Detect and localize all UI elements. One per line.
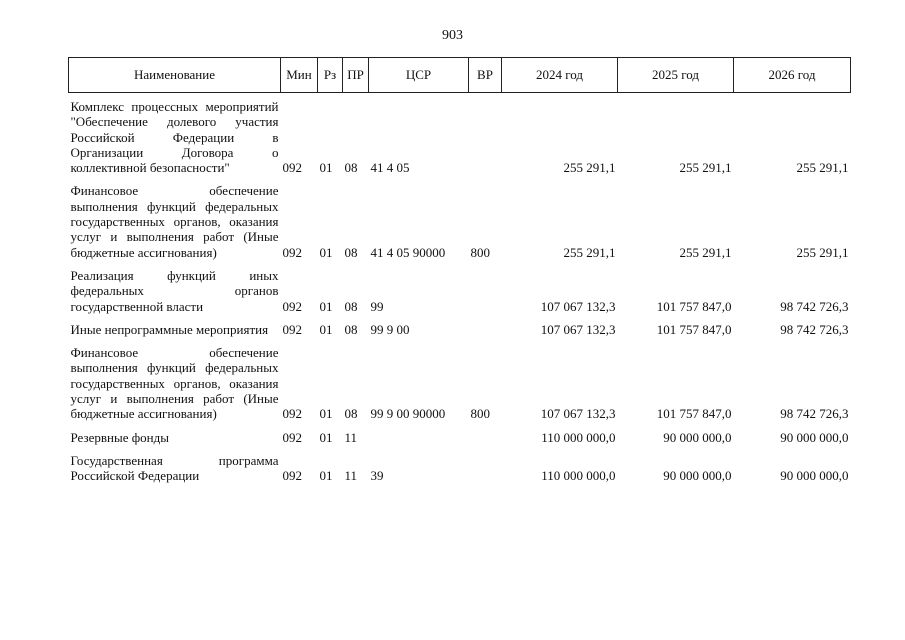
row-2026: 255 291,1 — [796, 244, 849, 260]
row-2024: 107 067 132,3 — [540, 406, 616, 422]
row-min: 092 — [282, 244, 302, 260]
row-rz: 01 — [319, 429, 333, 445]
row-name: Иные непрограммные мероприятия — [70, 321, 269, 337]
row-rz: 01 — [319, 406, 333, 422]
row-rz: 01 — [319, 298, 333, 314]
row-name: Финансовое обеспечение выполнения функций федеральных государственных органов, оказания услуг и выполнения работ (Иные бюджетные ассигнования) — [70, 183, 279, 260]
row-rz: 01 — [319, 321, 333, 337]
row-csr — [369, 424, 469, 447]
row-2025: 90 000 000,0 — [663, 468, 732, 484]
table-row — [69, 424, 851, 447]
table-row — [69, 177, 851, 261]
row-2026: 98 742 726,3 — [780, 321, 849, 337]
col-header-min: Мин — [281, 58, 318, 93]
row-pr: 08 — [344, 321, 358, 337]
row-vr — [469, 447, 502, 486]
row-2024: 255 291,1 — [563, 160, 616, 176]
row-rz: 01 — [319, 160, 333, 176]
row-2024: 110 000 000,0 — [541, 468, 616, 484]
row-name: Резервные фонды — [70, 429, 169, 445]
row-2026: 90 000 000,0 — [780, 429, 849, 445]
table-row — [69, 93, 851, 178]
row-csr: 41 4 05 90000 — [370, 244, 446, 260]
row-2026: 98 742 726,3 — [780, 298, 849, 314]
row-vr: 800 — [470, 244, 490, 260]
row-vr — [469, 316, 502, 339]
page-number: 903 — [442, 28, 463, 43]
budget-table — [68, 57, 851, 486]
row-name: Комплекс процессных мероприятий "Обеспечение долевого участия Российской Федерации в Организации Договора о коллективной безопасности" — [70, 99, 279, 176]
row-2026: 255 291,1 — [796, 160, 849, 176]
row-vr — [469, 93, 502, 178]
row-csr: 39 — [370, 468, 384, 484]
row-2024: 255 291,1 — [563, 244, 616, 260]
row-rz: 01 — [319, 468, 333, 484]
row-2025: 101 757 847,0 — [656, 321, 732, 337]
row-2025: 255 291,1 — [679, 244, 732, 260]
row-pr: 11 — [344, 468, 358, 484]
table-row — [69, 339, 851, 423]
row-vr: 800 — [470, 406, 490, 422]
row-2025: 90 000 000,0 — [663, 429, 732, 445]
row-2026: 90 000 000,0 — [780, 468, 849, 484]
row-min: 092 — [282, 429, 302, 445]
row-csr: 99 9 00 90000 — [370, 406, 446, 422]
row-pr: 08 — [344, 160, 358, 176]
col-header-2024: 2024 год — [502, 58, 618, 93]
table-row — [69, 262, 851, 316]
row-pr: 08 — [344, 406, 358, 422]
col-header-rz: Рз — [318, 58, 343, 93]
row-csr: 41 4 05 — [370, 160, 410, 176]
row-pr: 11 — [344, 429, 358, 445]
col-header-pr: ПР — [343, 58, 369, 93]
row-vr — [469, 262, 502, 316]
row-csr: 99 9 00 — [370, 321, 410, 337]
row-2026: 98 742 726,3 — [780, 406, 849, 422]
row-min: 092 — [282, 321, 302, 337]
col-header-2026: 2026 год — [734, 58, 851, 93]
row-2024: 107 067 132,3 — [540, 321, 616, 337]
row-min: 092 — [282, 468, 302, 484]
row-pr: 08 — [344, 244, 358, 260]
header-row — [69, 58, 851, 93]
row-min: 092 — [282, 298, 302, 314]
row-2025: 255 291,1 — [679, 160, 732, 176]
table-row — [69, 447, 851, 486]
row-name: Финансовое обеспечение выполнения функций федеральных государственных органов, оказания услуг и выполнения работ (Иные бюджетные ассигнования) — [70, 345, 279, 422]
row-csr: 99 — [370, 298, 384, 314]
row-vr — [469, 424, 502, 447]
col-header-2025: 2025 год — [618, 58, 734, 93]
col-header-csr: ЦСР — [369, 58, 469, 93]
col-header-name: Наименование — [69, 58, 281, 93]
row-2024: 110 000 000,0 — [541, 429, 616, 445]
col-header-vr: ВР — [469, 58, 502, 93]
row-2025: 101 757 847,0 — [656, 406, 732, 422]
row-min: 092 — [282, 160, 302, 176]
row-2025: 101 757 847,0 — [656, 298, 732, 314]
row-rz: 01 — [319, 244, 333, 260]
row-name: Государственная программа Российской Федерации — [70, 452, 279, 484]
row-pr: 08 — [344, 298, 358, 314]
table-row — [69, 316, 851, 339]
row-min: 092 — [282, 406, 302, 422]
row-name: Реализация функций иных федеральных органов государственной власти — [70, 267, 279, 314]
row-2024: 107 067 132,3 — [540, 298, 616, 314]
